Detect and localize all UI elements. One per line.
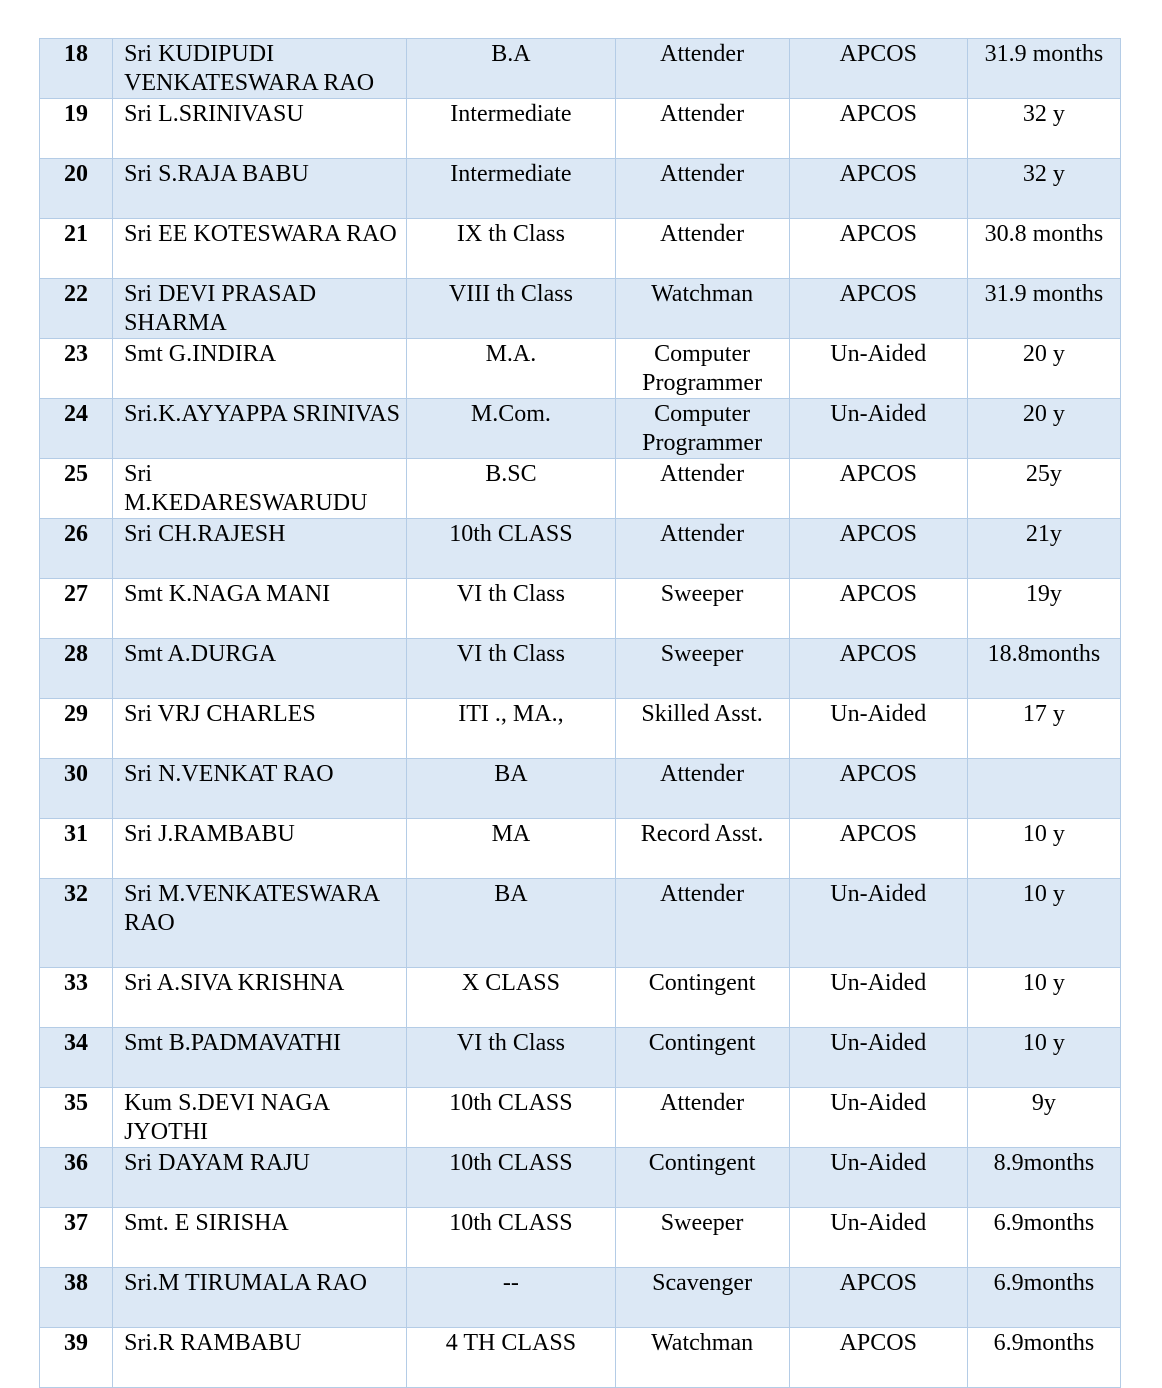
category-cell: Un-Aided xyxy=(789,1208,967,1268)
category-cell: APCOS xyxy=(789,639,967,699)
serial-number-cell: 36 xyxy=(40,1148,113,1208)
serial-number-cell: 22 xyxy=(40,279,113,339)
service-cell: 31.9 months xyxy=(967,39,1120,99)
employee-name-cell: Smt K.NAGA MANI xyxy=(113,579,407,639)
service-cell: 32 y xyxy=(967,99,1120,159)
qualification-cell: B.SC xyxy=(407,459,615,519)
table-row xyxy=(40,219,1121,279)
table-row xyxy=(40,879,1121,968)
employee-name-cell: Sri.R RAMBABU xyxy=(113,1328,407,1388)
serial-number-cell: 34 xyxy=(40,1028,113,1088)
qualification-cell: IX th Class xyxy=(407,219,615,279)
employee-name-cell: Sri DEVI PRASAD SHARMA xyxy=(113,279,407,339)
employee-name-cell: Sri M.KEDARESWARUDU xyxy=(113,459,407,519)
serial-number-cell: 37 xyxy=(40,1208,113,1268)
service-cell: 18.8months xyxy=(967,639,1120,699)
employee-name-cell: Sri VRJ CHARLES xyxy=(113,699,407,759)
employee-name-cell: Sri J.RAMBABU xyxy=(113,819,407,879)
table-row xyxy=(40,459,1121,519)
qualification-cell: VIII th Class xyxy=(407,279,615,339)
table-row xyxy=(40,1148,1121,1208)
qualification-cell: ITI ., MA., xyxy=(407,699,615,759)
serial-number-cell: 35 xyxy=(40,1088,113,1148)
serial-number-cell: 26 xyxy=(40,519,113,579)
staff-table xyxy=(39,38,1121,1388)
qualification-cell: VI th Class xyxy=(407,639,615,699)
serial-number-cell: 21 xyxy=(40,219,113,279)
staff-table-body xyxy=(40,39,1121,1388)
post-cell: Sweeper xyxy=(615,639,789,699)
post-cell: Computer Programmer xyxy=(615,399,789,459)
table-row xyxy=(40,1268,1121,1328)
serial-number-cell: 20 xyxy=(40,159,113,219)
post-cell: Contingent xyxy=(615,1028,789,1088)
category-cell: APCOS xyxy=(789,159,967,219)
employee-name-cell: Sri EE KOTESWARA RAO xyxy=(113,219,407,279)
service-cell: 30.8 months xyxy=(967,219,1120,279)
serial-number-cell: 30 xyxy=(40,759,113,819)
employee-name-cell: Smt A.DURGA xyxy=(113,639,407,699)
table-row xyxy=(40,339,1121,399)
post-cell: Sweeper xyxy=(615,579,789,639)
category-cell: Un-Aided xyxy=(789,399,967,459)
employee-name-cell: Sri M.VENKATESWARA RAO xyxy=(113,879,407,968)
post-cell: Scavenger xyxy=(615,1268,789,1328)
service-cell: 6.9months xyxy=(967,1268,1120,1328)
qualification-cell: B.A xyxy=(407,39,615,99)
employee-name-cell: Sri A.SIVA KRISHNA xyxy=(113,968,407,1028)
serial-number-cell: 18 xyxy=(40,39,113,99)
employee-name-cell: Sri KUDIPUDI VENKATESWARA RAO xyxy=(113,39,407,99)
category-cell: APCOS xyxy=(789,759,967,819)
service-cell: 10 y xyxy=(967,819,1120,879)
table-row xyxy=(40,399,1121,459)
category-cell: APCOS xyxy=(789,99,967,159)
service-cell: 6.9months xyxy=(967,1208,1120,1268)
service-cell: 6.9months xyxy=(967,1328,1120,1388)
service-cell: 32 y xyxy=(967,159,1120,219)
employee-name-cell: Sri DAYAM RAJU xyxy=(113,1148,407,1208)
category-cell: APCOS xyxy=(789,39,967,99)
serial-number-cell: 23 xyxy=(40,339,113,399)
category-cell: Un-Aided xyxy=(789,1148,967,1208)
table-row xyxy=(40,819,1121,879)
table-row xyxy=(40,579,1121,639)
post-cell: Skilled Asst. xyxy=(615,699,789,759)
table-row xyxy=(40,1028,1121,1088)
employee-name-cell: Sri L.SRINIVASU xyxy=(113,99,407,159)
serial-number-cell: 33 xyxy=(40,968,113,1028)
serial-number-cell: 39 xyxy=(40,1328,113,1388)
qualification-cell: -- xyxy=(407,1268,615,1328)
serial-number-cell: 32 xyxy=(40,879,113,968)
table-row xyxy=(40,968,1121,1028)
qualification-cell: 10th CLASS xyxy=(407,1148,615,1208)
post-cell: Attender xyxy=(615,219,789,279)
table-row xyxy=(40,1328,1121,1388)
qualification-cell: BA xyxy=(407,759,615,819)
service-cell: 31.9 months xyxy=(967,279,1120,339)
qualification-cell: M.A. xyxy=(407,339,615,399)
employee-name-cell: Sri N.VENKAT RAO xyxy=(113,759,407,819)
post-cell: Watchman xyxy=(615,1328,789,1388)
post-cell: Watchman xyxy=(615,279,789,339)
qualification-cell: 10th CLASS xyxy=(407,1088,615,1148)
qualification-cell: M.Com. xyxy=(407,399,615,459)
table-row xyxy=(40,1208,1121,1268)
table-row xyxy=(40,1088,1121,1148)
category-cell: Un-Aided xyxy=(789,699,967,759)
qualification-cell: Intermediate xyxy=(407,99,615,159)
category-cell: APCOS xyxy=(789,519,967,579)
qualification-cell: Intermediate xyxy=(407,159,615,219)
service-cell: 20 y xyxy=(967,399,1120,459)
service-cell: 20 y xyxy=(967,339,1120,399)
serial-number-cell: 27 xyxy=(40,579,113,639)
post-cell: Attender xyxy=(615,879,789,968)
post-cell: Sweeper xyxy=(615,1208,789,1268)
qualification-cell: MA xyxy=(407,819,615,879)
post-cell: Attender xyxy=(615,1088,789,1148)
category-cell: Un-Aided xyxy=(789,1088,967,1148)
post-cell: Attender xyxy=(615,759,789,819)
service-cell: 9y xyxy=(967,1088,1120,1148)
table-row xyxy=(40,159,1121,219)
employee-name-cell: Kum S.DEVI NAGA JYOTHI xyxy=(113,1088,407,1148)
post-cell: Contingent xyxy=(615,968,789,1028)
service-cell: 21y xyxy=(967,519,1120,579)
employee-name-cell: Smt. E SIRISHA xyxy=(113,1208,407,1268)
table-row xyxy=(40,699,1121,759)
table-row xyxy=(40,99,1121,159)
service-cell: 8.9months xyxy=(967,1148,1120,1208)
post-cell: Record Asst. xyxy=(615,819,789,879)
post-cell: Attender xyxy=(615,459,789,519)
post-cell: Contingent xyxy=(615,1148,789,1208)
employee-name-cell: Sri.K.AYYAPPA SRINIVAS xyxy=(113,399,407,459)
table-row xyxy=(40,759,1121,819)
category-cell: APCOS xyxy=(789,819,967,879)
service-cell: 10 y xyxy=(967,1028,1120,1088)
serial-number-cell: 24 xyxy=(40,399,113,459)
employee-name-cell: Smt B.PADMAVATHI xyxy=(113,1028,407,1088)
serial-number-cell: 28 xyxy=(40,639,113,699)
employee-name-cell: Smt G.INDIRA xyxy=(113,339,407,399)
table-row xyxy=(40,519,1121,579)
serial-number-cell: 29 xyxy=(40,699,113,759)
qualification-cell: 10th CLASS xyxy=(407,1208,615,1268)
post-cell: Computer Programmer xyxy=(615,339,789,399)
category-cell: APCOS xyxy=(789,219,967,279)
category-cell: APCOS xyxy=(789,579,967,639)
serial-number-cell: 25 xyxy=(40,459,113,519)
service-cell: 25y xyxy=(967,459,1120,519)
qualification-cell: 10th CLASS xyxy=(407,519,615,579)
post-cell: Attender xyxy=(615,519,789,579)
serial-number-cell: 31 xyxy=(40,819,113,879)
category-cell: Un-Aided xyxy=(789,339,967,399)
qualification-cell: X CLASS xyxy=(407,968,615,1028)
serial-number-cell: 38 xyxy=(40,1268,113,1328)
service-cell: 17 y xyxy=(967,699,1120,759)
post-cell: Attender xyxy=(615,99,789,159)
table-row xyxy=(40,39,1121,99)
category-cell: APCOS xyxy=(789,1328,967,1388)
category-cell: Un-Aided xyxy=(789,1028,967,1088)
table-row xyxy=(40,639,1121,699)
post-cell: Attender xyxy=(615,39,789,99)
category-cell: APCOS xyxy=(789,459,967,519)
qualification-cell: 4 TH CLASS xyxy=(407,1328,615,1388)
service-cell: 19y xyxy=(967,579,1120,639)
qualification-cell: VI th Class xyxy=(407,579,615,639)
employee-name-cell: Sri S.RAJA BABU xyxy=(113,159,407,219)
post-cell: Attender xyxy=(615,159,789,219)
service-cell xyxy=(967,759,1120,819)
category-cell: Un-Aided xyxy=(789,879,967,968)
employee-name-cell: Sri.M TIRUMALA RAO xyxy=(113,1268,407,1328)
service-cell: 10 y xyxy=(967,968,1120,1028)
serial-number-cell: 19 xyxy=(40,99,113,159)
qualification-cell: VI th Class xyxy=(407,1028,615,1088)
employee-name-cell: Sri CH.RAJESH xyxy=(113,519,407,579)
qualification-cell: BA xyxy=(407,879,615,968)
table-row xyxy=(40,279,1121,339)
category-cell: APCOS xyxy=(789,279,967,339)
category-cell: Un-Aided xyxy=(789,968,967,1028)
service-cell: 10 y xyxy=(967,879,1120,968)
category-cell: APCOS xyxy=(789,1268,967,1328)
